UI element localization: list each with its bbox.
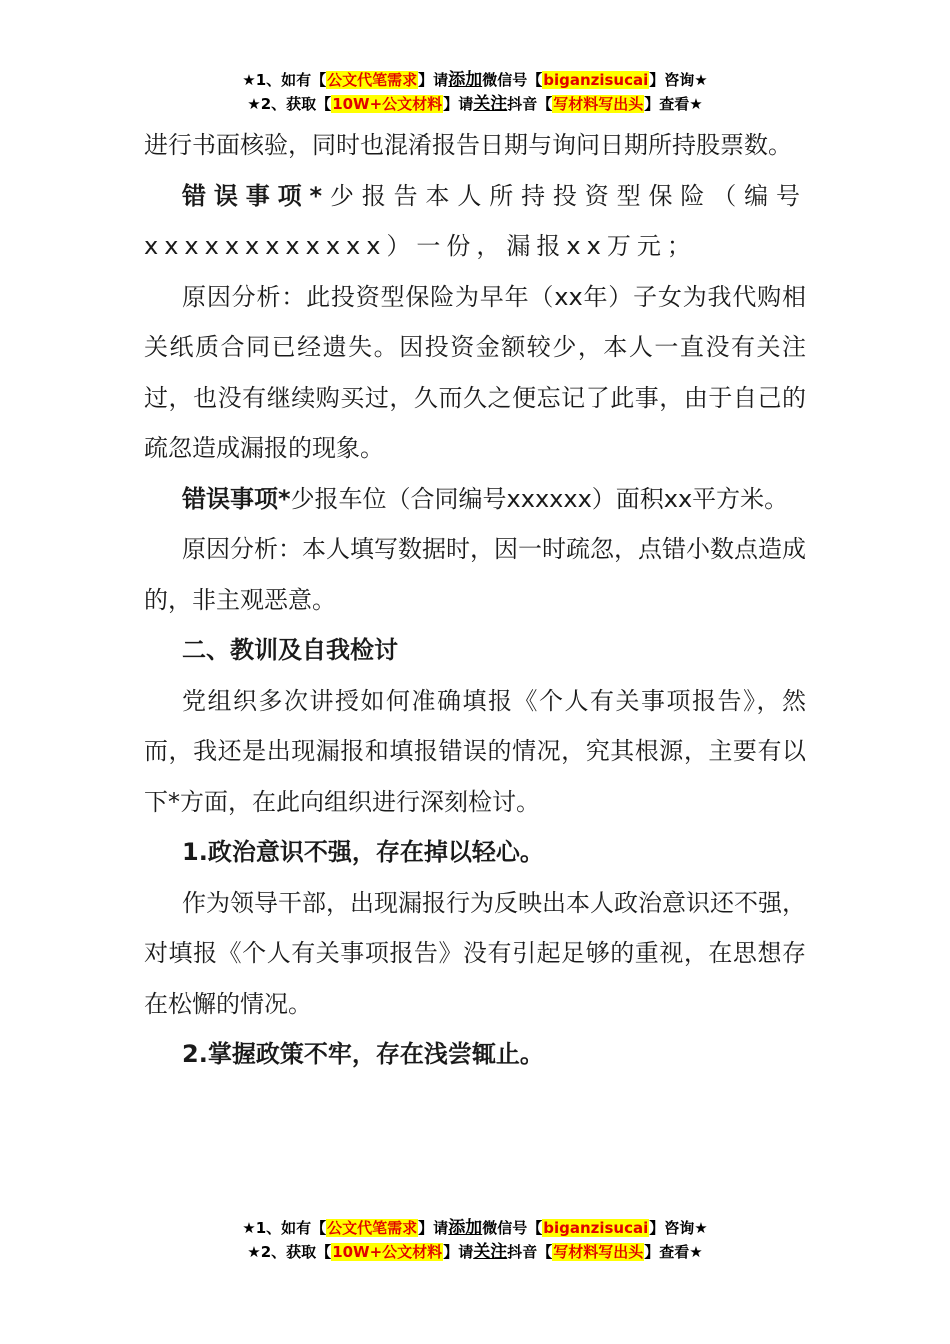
subheading-2: 2.掌握政策不牢，存在浅尝辄止。 [182,1040,544,1068]
promo-text: 】请 [418,1219,449,1237]
error-item-text: 少报车位（合同编号xxxxxx）面积xx平方米。 [290,484,789,513]
promo-text: 1、如有【 [255,71,327,89]
emphasis-follow: 关注 [473,94,508,114]
error-item-text: 少报告本人所持投资型保险（编号xxxxxxxxxxxx）一份，漏报xx万元； [144,181,806,260]
error-item-2 [144,474,806,525]
promo-text: 抖音【 [507,1243,553,1261]
promo-text: 】请 [443,95,474,113]
paragraph-political-awareness: 作为领导干部，出现漏报行为反映出本人政治意识还不强，对填报《个人有关事项报告》没有引起足够的重视，在思想存在松懈的情况。 [144,888,806,1018]
douyin-account: 写材料写出头 [553,95,644,113]
promo-text: 抖音【 [507,95,553,113]
paragraph-continuation: 进行书面核验，同时也混淆报告日期与询问日期所持股票数。 [144,131,792,159]
star-icon: ★ [247,1243,261,1261]
promo-text: 】请 [418,71,449,89]
emphasis-add: 添加 [448,1218,483,1238]
promo-text: 】查看★ [644,95,703,113]
promo-text: 微信号【 [482,71,543,89]
error-item-label: 错误事项* [182,484,291,513]
promo-line-2 [0,1240,950,1264]
star-icon: ★ [242,71,256,89]
star-icon: ★ [242,1219,256,1237]
promo-banner-bottom [0,1216,950,1264]
subheading-1: 1.政治意识不强，存在掉以轻心。 [182,838,544,866]
highlight-service: 公文代笔需求 [327,71,418,89]
highlight-materials: 10W+公文材料 [332,95,443,113]
cause-analysis-2: 原因分析：本人填写数据时，因一时疏忽，点错小数点造成的，非主观恶意。 [144,535,806,614]
highlight-materials: 10W+公文材料 [332,1243,443,1261]
promo-text: 】咨询★ [649,71,708,89]
cause-analysis-1: 原因分析：此投资型保险为早年（xx年）子女为我代购相关纸质合同已经遗失。因投资金额较少，本人一直没有关注过，也没有继续购买过，久而久之便忘记了此事，由于自己的疏忽造成漏报的现象。 [144,282,806,462]
promo-line-1 [0,1216,950,1240]
emphasis-add: 添加 [448,70,483,90]
section-heading: 二、教训及自我检讨 [182,636,398,664]
promo-text: 】咨询★ [649,1219,708,1237]
promo-banner-top [0,68,950,116]
error-item-label: 错误事项* [182,181,329,210]
emphasis-follow: 关注 [473,1242,508,1262]
promo-text: 】请 [443,1243,474,1261]
wechat-id: biganzisucai [543,71,649,89]
promo-line-1 [0,68,950,92]
promo-text: 2、获取【 [260,95,332,113]
promo-line-2 [0,92,950,116]
promo-text: 微信号【 [482,1219,543,1237]
highlight-service: 公文代笔需求 [327,1219,418,1237]
promo-text: 】查看★ [644,1243,703,1261]
document-body [144,120,806,1080]
star-icon: ★ [247,95,261,113]
promo-text: 1、如有【 [255,1219,327,1237]
paragraph-reflection: 党组织多次讲授如何准确填报《个人有关事项报告》，然而，我还是出现漏报和填报错误的情况，究其根源，主要有以下*方面，在此向组织进行深刻检讨。 [144,686,806,816]
error-item-1 [144,171,806,272]
douyin-account: 写材料写出头 [553,1243,644,1261]
wechat-id: biganzisucai [543,1219,649,1237]
promo-text: 2、获取【 [260,1243,332,1261]
